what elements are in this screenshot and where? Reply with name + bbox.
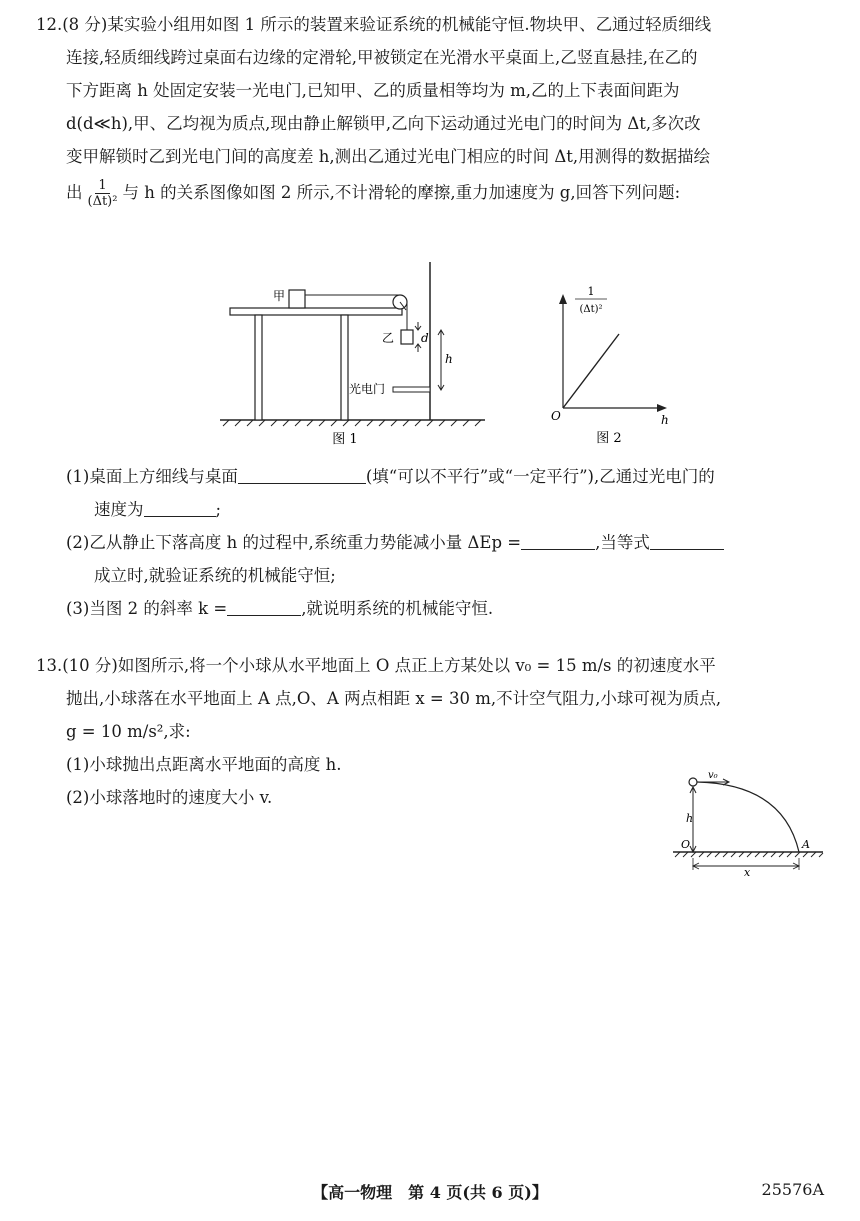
q12-line-3: 下方距离 h 处固定安装一光电门,已知甲、乙的质量相等均为 m,乙的上下表面间距为 <box>66 81 680 100</box>
q12-sub3-line <box>36 592 826 625</box>
fraction-denominator: (Δt)² <box>87 194 118 209</box>
ball <box>689 778 697 786</box>
q12-sub1-text-b: (填“可以不平行”或“一定平行”),乙通过光电门的 <box>365 467 715 486</box>
linear-relation-line <box>563 334 619 408</box>
q12-sub1-line-2 <box>36 493 826 526</box>
q12-sub2-line <box>36 526 826 559</box>
answer-blank-5[interactable] <box>227 597 301 616</box>
q12-line-2: 连接,轻质细线跨过桌面右边缘的定滑轮,甲被锁定在光滑水平桌面上,乙竖直悬挂,在乙的 <box>66 48 698 67</box>
figure-1-apparatus <box>215 260 495 450</box>
answer-blank-1[interactable] <box>238 465 366 484</box>
q12-line-6-suffix: 与 h 的关系图像如图 2 所示,不计滑轮的摩擦,重力加速度为 g,回答下列问题: <box>122 183 681 202</box>
y-axis-label-numerator: 1 <box>587 285 595 298</box>
distance-x-label: x <box>744 866 751 879</box>
q12-line-1: 12.(8 分)某实验小组用如图 1 所示的装置来验证系统的机械能守恒.物块甲、乙通过轻质细线 <box>36 15 712 34</box>
block-jia-label: 甲 <box>273 289 286 303</box>
q12-sub2-text-a: (2)乙从静止下落高度 h 的过程中,系统重力势能减小量 ΔEp = <box>66 533 522 552</box>
q12-sub1-text-a: (1)桌面上方细线与桌面 <box>66 467 238 486</box>
point-o-label: O <box>681 838 691 851</box>
point-a-label: A <box>802 838 810 851</box>
inverse-dt-squared-fraction <box>85 178 121 209</box>
answer-blank-4[interactable] <box>650 531 724 550</box>
q12-sub1-text-d: ; <box>215 500 222 519</box>
q13-sub1: (1)小球抛出点距离水平地面的高度 h. <box>66 755 342 774</box>
origin-label: O <box>551 409 561 423</box>
q12-line-5: 变甲解锁时乙到光电门间的高度差 h,测出乙通过光电门相应的时间 Δt,用测得的数据描绘 <box>66 147 711 166</box>
table-leg-left <box>255 315 262 420</box>
projectile-figure <box>668 770 828 880</box>
table-leg-right <box>341 315 348 420</box>
y-axis-label-denominator: (Δt)² <box>579 304 603 315</box>
d-label: d <box>421 331 429 345</box>
q12-subquestions <box>36 460 826 625</box>
q12-line-4: d(d≪h),甲、乙均视为质点,现由静止解锁甲,乙向下运动通过光电门的时间为 Δt,多次改 <box>66 114 701 133</box>
v0-label: v₀ <box>708 770 718 781</box>
x-axis-label: h <box>661 413 669 427</box>
question-12 <box>36 8 826 213</box>
footer-page-info: 【高一物理 第 4 页(共 6 页)】 <box>312 1183 548 1202</box>
block-yi <box>401 330 413 344</box>
answer-blank-2[interactable] <box>144 498 216 517</box>
q12-sub2-line-2: 成立时,就验证系统的机械能守恒; <box>94 566 336 585</box>
q12-sub1-text-c: 速度为 <box>94 500 144 519</box>
block-yi-label: 乙 <box>382 331 395 345</box>
q12-sub3-text-a: (3)当图 2 的斜率 k = <box>66 599 228 618</box>
trajectory-curve <box>697 782 799 852</box>
q12-sub1-line <box>36 460 826 493</box>
fraction-numerator: 1 <box>95 178 109 194</box>
table-top <box>230 308 402 315</box>
q13-line-2: 抛出,小球落在水平地面上 A 点,O、A 两点相距 x = 30 m,不计空气阻力,小球可视为质点, <box>66 689 722 708</box>
height-label: h <box>686 812 694 825</box>
figure-2-caption: 图 2 <box>596 431 622 446</box>
block-jia <box>289 290 305 308</box>
q13-line-3: g = 10 m/s²,求: <box>66 722 191 741</box>
photogate-label: 光电门 <box>349 382 386 396</box>
h-label: h <box>445 352 453 366</box>
q12-line-6-prefix: 出 <box>66 183 83 202</box>
q13-sub2: (2)小球落地时的速度大小 v. <box>66 788 273 807</box>
answer-blank-3[interactable] <box>521 531 595 550</box>
photogate <box>393 387 430 392</box>
q12-line-6 <box>36 173 826 213</box>
figure-1-caption: 图 1 <box>332 432 358 447</box>
footer-exam-code: 25576A <box>761 1180 824 1199</box>
q12-sub2-text-b: ,当等式 <box>595 533 650 552</box>
figure-2-graph <box>545 280 685 450</box>
q13-line-1: 13.(10 分)如图所示,将一个小球从水平地面上 O 点正上方某处以 v₀ = 15 m/s 的初速度水平 <box>36 656 716 675</box>
q12-sub3-text-b: ,就说明系统的机械能守恒. <box>301 599 494 618</box>
